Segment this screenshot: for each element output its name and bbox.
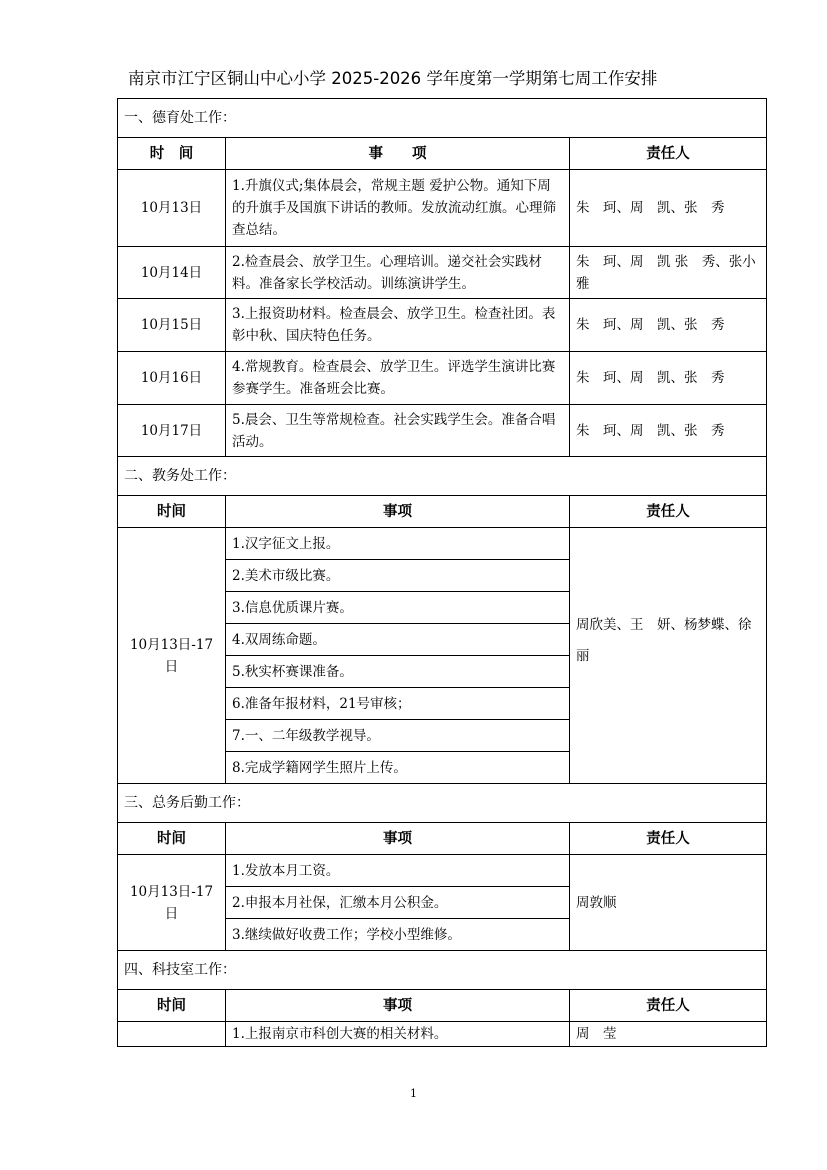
column-header-time: 时 间 (118, 138, 226, 170)
date-cell: 10月13日-17日 (118, 855, 226, 951)
column-header-row (118, 496, 767, 528)
column-header-owner: 责任人 (570, 823, 767, 855)
date-cell: 10月16日 (118, 352, 226, 405)
column-header-owner: 责任人 (570, 138, 767, 170)
column-header-item: 事项 (226, 496, 570, 528)
item-cell: 2.检查晨会、放学卫生。心理培训。递交社会实践材料。准备家长学校活动。训练演讲学生。 (226, 247, 570, 299)
column-header-owner: 责任人 (570, 990, 767, 1022)
item-cell: 2.申报本月社保，汇缴本月公积金。 (226, 887, 570, 919)
owner-cell: 朱 珂、周 凯、张 秀 (570, 170, 767, 247)
table-row (118, 855, 767, 887)
document-title: 南京市江宁区铜山中心小学 2025-2026 学年度第一学期第七周工作安排 (128, 69, 658, 88)
item-cell: 5.秋实杯赛课准备。 (226, 656, 570, 688)
section-heading-row (118, 784, 767, 823)
table-row (118, 247, 767, 299)
item-cell: 3.上报资助材料。检查晨会、放学卫生。检查社团。表彰中秋、国庆特色任务。 (226, 299, 570, 352)
table-row (118, 405, 767, 457)
item-cell: 4.常规教育。检查晨会、放学卫生。评选学生演讲比赛参赛学生。准备班会比赛。 (226, 352, 570, 405)
column-header-row (118, 990, 767, 1022)
owner-cell: 周 莹 (570, 1022, 767, 1047)
item-cell: 1.上报南京市科创大赛的相关材料。 (226, 1022, 570, 1047)
date-cell: 10月17日 (118, 405, 226, 457)
item-cell: 1.升旗仪式;集体晨会，常规主题 爱护公物。通知下周的升旗手及国旗下讲话的教师。发放流动红旗。心理筛查总结。 (226, 170, 570, 247)
section-heading: 四、科技室工作： (118, 951, 767, 990)
section-heading-row (118, 99, 767, 138)
section-heading: 二、教务处工作： (118, 457, 767, 496)
table-row (118, 170, 767, 247)
item-cell: 2.美术市级比赛。 (226, 560, 570, 592)
item-cell: 3.信息优质课片赛。 (226, 592, 570, 624)
table-row (118, 528, 767, 560)
page-number: 1 (410, 1087, 417, 1100)
date-cell: 10月15日 (118, 299, 226, 352)
column-header-time: 时间 (118, 496, 226, 528)
column-header-item: 事 项 (226, 138, 570, 170)
item-cell: 7.一、二年级教学视导。 (226, 720, 570, 752)
section-heading: 三、总务后勤工作： (118, 784, 767, 823)
column-header-item: 事项 (226, 823, 570, 855)
column-header-item: 事项 (226, 990, 570, 1022)
owner-cell: 朱 珂、周 凯、张 秀 (570, 299, 767, 352)
column-header-row (118, 138, 767, 170)
section-heading-row (118, 457, 767, 496)
table-row (118, 299, 767, 352)
owner-cell: 周敦顺 (570, 855, 767, 951)
table-row (118, 1022, 767, 1047)
date-cell: 10月13日 (118, 170, 226, 247)
column-header-time: 时间 (118, 990, 226, 1022)
schedule-table (117, 98, 767, 1047)
item-cell: 1.发放本月工资。 (226, 855, 570, 887)
owner-cell: 朱 珂、周 凯 张 秀、张小雅 (570, 247, 767, 299)
section-heading-row (118, 951, 767, 990)
owner-cell: 朱 珂、周 凯、张 秀 (570, 352, 767, 405)
column-header-owner: 责任人 (570, 496, 767, 528)
item-cell: 1.汉字征文上报。 (226, 528, 570, 560)
owner-cell: 朱 珂、周 凯、张 秀 (570, 405, 767, 457)
item-cell: 4.双周练命题。 (226, 624, 570, 656)
item-cell: 5.晨会、卫生等常规检查。社会实践学生会。准备合唱活动。 (226, 405, 570, 457)
item-cell: 6.准备年报材料，21号审核； (226, 688, 570, 720)
table-row (118, 352, 767, 405)
section-heading: 一、德育处工作： (118, 99, 767, 138)
owner-cell: 周欣美、王 妍、杨梦蝶、徐 丽 (570, 528, 767, 784)
item-cell: 8.完成学籍网学生照片上传。 (226, 752, 570, 784)
column-header-row (118, 823, 767, 855)
date-cell: 10月14日 (118, 247, 226, 299)
item-cell: 3.继续做好收费工作；学校小型维修。 (226, 919, 570, 951)
date-cell (118, 1022, 226, 1047)
column-header-time: 时间 (118, 823, 226, 855)
date-cell: 10月13日-17日 (118, 528, 226, 784)
